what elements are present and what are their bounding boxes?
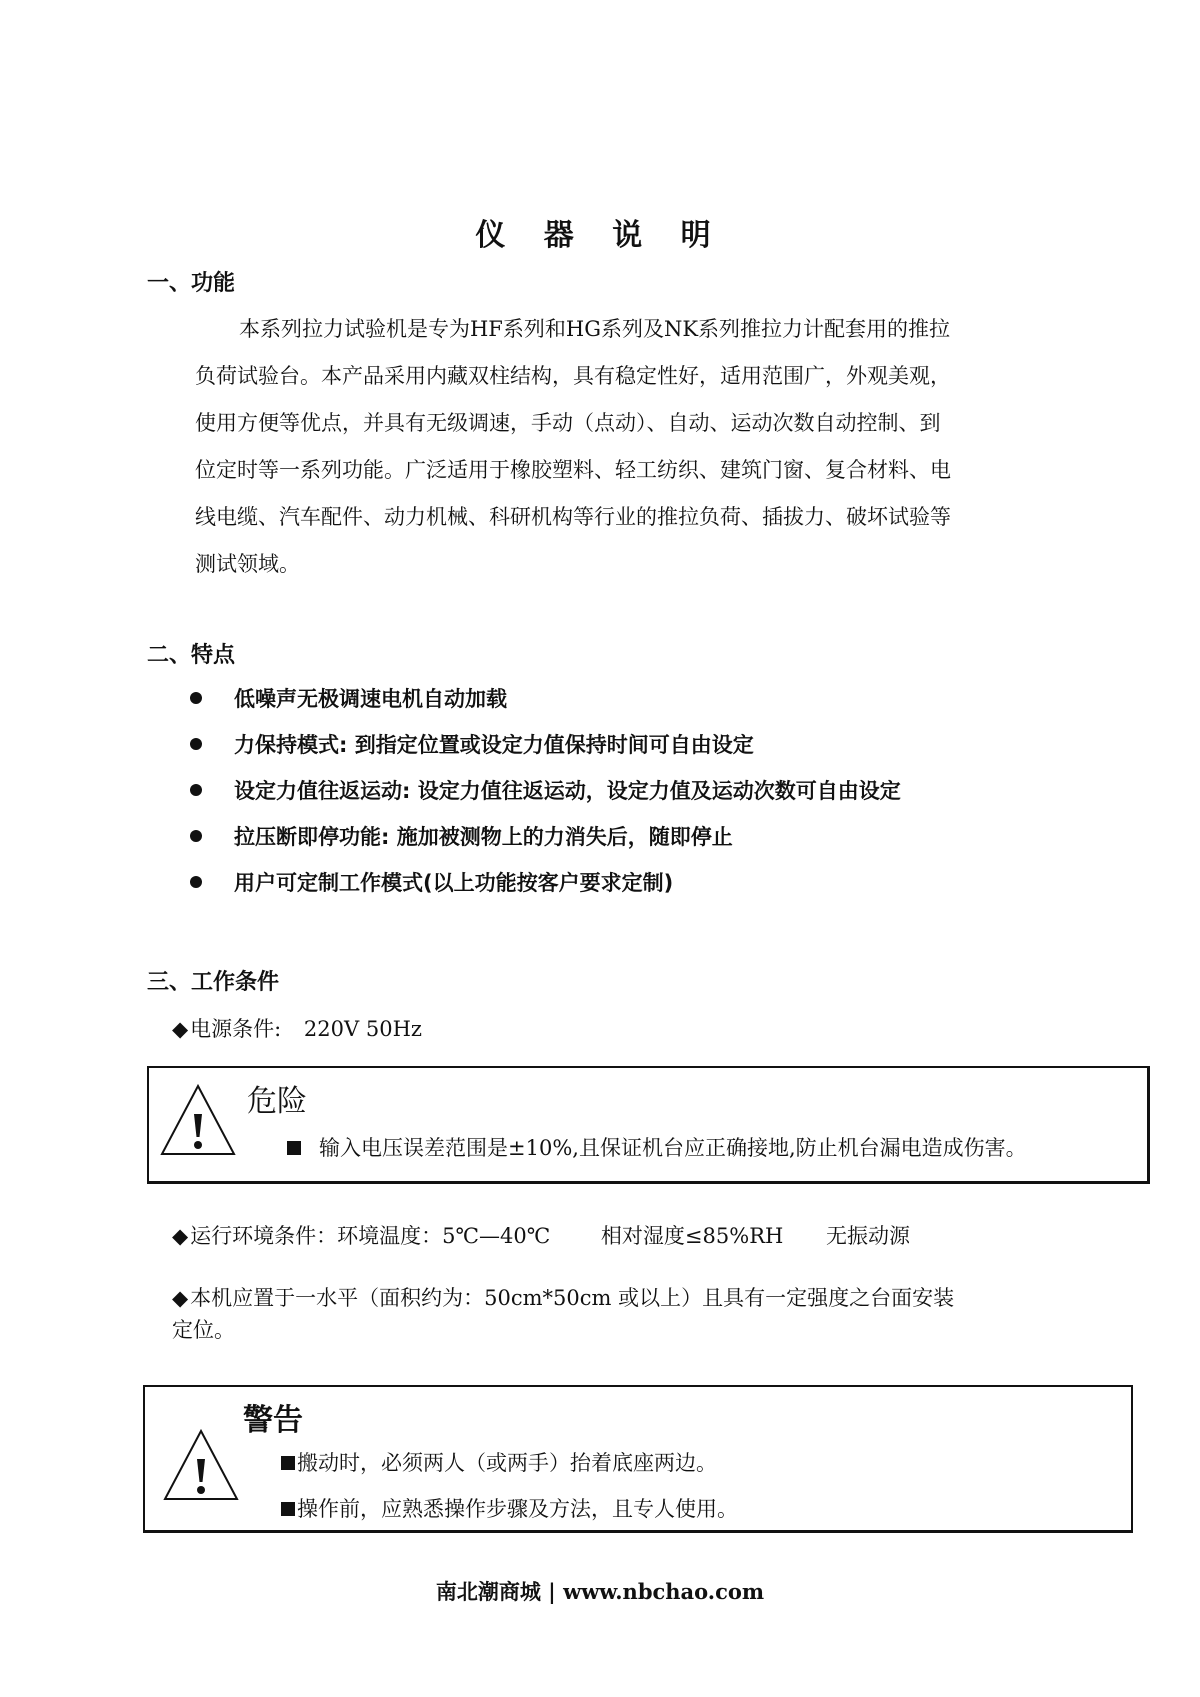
- list-item: 低噪声无极调速电机自动加载: [190, 676, 901, 722]
- list-item: 设定力值往返运动: 设定力值往返运动，设定力值及运动次数可自由设定: [190, 768, 901, 814]
- diamond-icon: ◆: [172, 1286, 189, 1310]
- page-title: 仪 器 说 明: [475, 218, 725, 253]
- warning-item: 搬动时，必须两人（或两手）抬着底座两边。: [281, 1447, 717, 1477]
- placement-line-2: 定位。: [172, 1318, 235, 1342]
- danger-text: 输入电压误差范围是±10%,且保证机台应正确接地,防止机台漏电造成伤害。: [287, 1132, 1027, 1162]
- diamond-icon: ◆: [172, 1017, 189, 1041]
- warning-triangle-icon: [160, 1084, 236, 1156]
- bullet-icon: [190, 692, 202, 704]
- paragraph-line: 负荷试验台。本产品采用内藏双柱结构，具有稳定性好，适用范围广，外观美观，: [195, 364, 951, 388]
- warning-triangle-icon: [163, 1429, 239, 1501]
- placement-line-1: 本机应置于一水平（面积约为：50cm*50cm 或以上）且具有一定强度之台面安装: [190, 1286, 955, 1310]
- environment-humidity: 相对湿度≤85%RH: [600, 1224, 784, 1248]
- list-item: 拉压断即停功能: 施加被测物上的力消失后，随即停止: [190, 814, 901, 860]
- paragraph-line: 线电缆、汽车配件、动力机械、科研机构等行业的推拉负荷、插拔力、破坏试验等: [195, 505, 951, 529]
- section-heading-conditions: 三、工作条件: [147, 970, 280, 995]
- list-item: 力保持模式: 到指定位置或设定力值保持时间可自由设定: [190, 722, 901, 768]
- section-heading-features: 二、特点: [147, 643, 236, 668]
- environment-condition: [172, 1220, 910, 1250]
- danger-notice-box: [147, 1066, 1150, 1184]
- paragraph-line: 使用方便等优点，并具有无级调速，手动（点动）、自动、运动次数自动控制、到: [195, 411, 941, 435]
- power-condition: [172, 1013, 422, 1043]
- bullet-icon: [190, 876, 202, 888]
- warning-notice-box: [143, 1385, 1133, 1533]
- bullet-icon: [190, 738, 202, 750]
- square-bullet-icon: [281, 1456, 295, 1470]
- feature-list: [190, 676, 901, 906]
- diamond-icon: ◆: [172, 1224, 189, 1248]
- square-bullet-icon: [281, 1502, 295, 1516]
- list-item: 用户可定制工作模式(以上功能按客户要求定制): [190, 860, 901, 906]
- danger-title: 危险: [247, 1084, 307, 1119]
- environment-temp: 环境温度：5℃—40℃: [337, 1224, 551, 1248]
- power-label: 电源条件:: [190, 1017, 282, 1041]
- placement-condition: [172, 1282, 954, 1312]
- paragraph-line: 测试领域。: [195, 552, 300, 576]
- function-paragraph: [195, 306, 1075, 588]
- square-bullet-icon: [287, 1141, 301, 1155]
- environment-label: 运行环境条件：: [190, 1224, 338, 1248]
- warning-item: 操作前，应熟悉操作步骤及方法，且专人使用。: [281, 1493, 738, 1523]
- paragraph-line: 本系列拉力试验机是专为HF系列和HG系列及NK系列推拉力计配套用的推拉: [239, 317, 951, 341]
- section-heading-function: 一、功能: [147, 271, 236, 296]
- bullet-icon: [190, 830, 202, 842]
- environment-vibration: 无振动源: [826, 1224, 911, 1248]
- power-value: 220V 50Hz: [303, 1017, 422, 1041]
- bullet-icon: [190, 784, 202, 796]
- paragraph-line: 位定时等一系列功能。广泛适用于橡胶塑料、轻工纺织、建筑门窗、复合材料、电: [195, 458, 951, 482]
- warning-title: 警告: [243, 1403, 303, 1438]
- page-footer: 南北潮商城 | www.nbchao.com: [435, 1579, 765, 1604]
